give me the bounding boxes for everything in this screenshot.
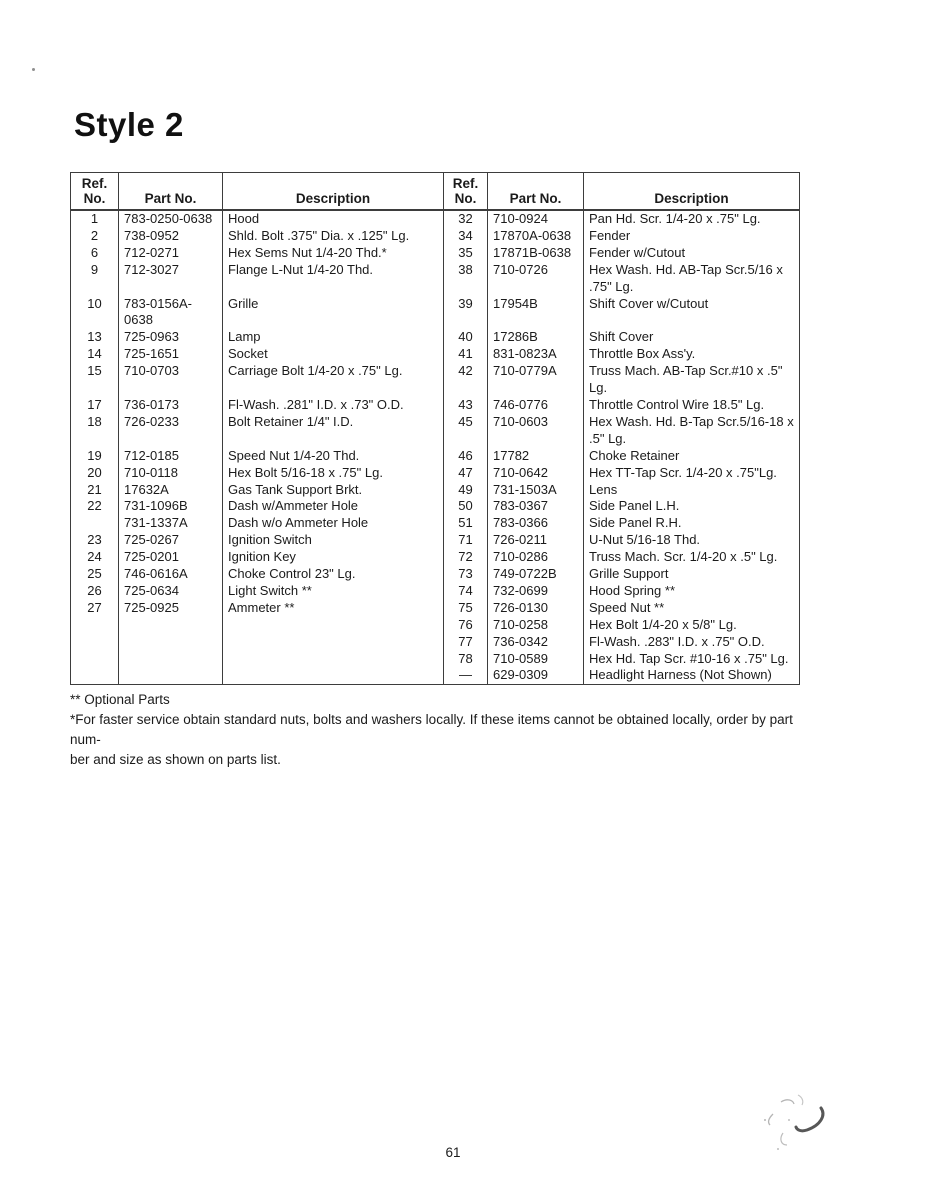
ref-no-cell: 74 xyxy=(444,583,488,600)
table-row xyxy=(71,515,800,532)
part-no-cell: 783-0156A- xyxy=(119,296,223,313)
part-no-cell: 746-0616A xyxy=(119,566,223,583)
description-cell: Ammeter ** xyxy=(223,600,444,617)
description-cell: U-Nut 5/16-18 Thd. xyxy=(584,532,800,549)
part-no-cell: 738-0952 xyxy=(119,228,223,245)
description-cell: Ignition Key xyxy=(223,549,444,566)
part-no-cell: 710-0258 xyxy=(488,617,584,634)
description-cell: Speed Nut 1/4-20 Thd. xyxy=(223,448,444,465)
part-no-cell: 783-0250-0638 xyxy=(119,210,223,228)
description-cell: Light Switch ** xyxy=(223,583,444,600)
ref-no-cell xyxy=(444,312,488,329)
parts-table-body xyxy=(71,210,800,685)
scan-speck xyxy=(32,68,35,71)
part-no-cell: 726-0233 xyxy=(119,414,223,431)
table-row xyxy=(71,431,800,448)
table-row xyxy=(71,448,800,465)
description-header-left: Description xyxy=(223,173,444,211)
part-no-cell: 17632A xyxy=(119,482,223,499)
part-no-cell: 710-0642 xyxy=(488,465,584,482)
part-no-cell: 725-0267 xyxy=(119,532,223,549)
description-cell: Lens xyxy=(584,482,800,499)
table-row xyxy=(71,482,800,499)
description-cell: .5" Lg. xyxy=(584,431,800,448)
ref-no-cell: 73 xyxy=(444,566,488,583)
description-cell: Shift Cover w/Cutout xyxy=(584,296,800,313)
ref-no-cell: 15 xyxy=(71,363,119,380)
ref-no-cell: 21 xyxy=(71,482,119,499)
description-cell: Fender w/Cutout xyxy=(584,245,800,262)
ref-no-cell: 45 xyxy=(444,414,488,431)
parts-table-header xyxy=(71,173,800,211)
ref-no-cell: 42 xyxy=(444,363,488,380)
ref-no-cell: 10 xyxy=(71,296,119,313)
part-no-cell: 749-0722B xyxy=(488,566,584,583)
ref-header-line2: No. xyxy=(454,191,477,206)
ref-no-cell: 24 xyxy=(71,549,119,566)
ref-no-cell: 6 xyxy=(71,245,119,262)
table-row xyxy=(71,634,800,651)
description-cell: Throttle Control Wire 18.5" Lg. xyxy=(584,397,800,414)
part-no-cell: 736-0173 xyxy=(119,397,223,414)
description-cell: Fl-Wash. .281" I.D. x .73" O.D. xyxy=(223,397,444,414)
ref-no-cell: 34 xyxy=(444,228,488,245)
part-no-cell xyxy=(119,279,223,296)
ref-no-cell xyxy=(71,617,119,634)
table-row xyxy=(71,279,800,296)
ref-no-header-right xyxy=(444,173,488,211)
part-no-cell: 710-0924 xyxy=(488,210,584,228)
description-cell: Choke Retainer xyxy=(584,448,800,465)
description-cell: Socket xyxy=(223,346,444,363)
part-no-cell xyxy=(488,312,584,329)
description-cell: Speed Nut ** xyxy=(584,600,800,617)
table-row xyxy=(71,600,800,617)
description-cell xyxy=(223,431,444,448)
table-row xyxy=(71,210,800,228)
description-cell: Headlight Harness (Not Shown) xyxy=(584,667,800,684)
part-no-cell xyxy=(119,431,223,448)
part-no-cell: 736-0342 xyxy=(488,634,584,651)
description-cell: Hex Hd. Tap Scr. #10-16 x .75" Lg. xyxy=(584,651,800,668)
part-no-cell xyxy=(119,667,223,684)
description-cell xyxy=(223,617,444,634)
ref-no-cell: 71 xyxy=(444,532,488,549)
table-row xyxy=(71,380,800,397)
ref-no-cell xyxy=(444,431,488,448)
table-row xyxy=(71,498,800,515)
description-cell: Ignition Switch xyxy=(223,532,444,549)
part-no-cell: 710-0118 xyxy=(119,465,223,482)
part-no-cell: 710-0779A xyxy=(488,363,584,380)
ref-no-cell: 17 xyxy=(71,397,119,414)
part-no-cell: 710-0286 xyxy=(488,549,584,566)
part-no-header-left: Part No. xyxy=(119,173,223,211)
description-cell: Hex TT-Tap Scr. 1/4-20 x .75"Lg. xyxy=(584,465,800,482)
footnote-service-line2: ber and size as shown on parts list. xyxy=(70,752,281,767)
table-row xyxy=(71,228,800,245)
part-no-cell: 783-0366 xyxy=(488,515,584,532)
table-row xyxy=(71,532,800,549)
footnote-service-line1: *For faster service obtain standard nuts, bolts and washers locally. If these items cannot be obtained locally, order by part num- xyxy=(70,712,793,747)
footnote-optional-parts: ** Optional Parts xyxy=(70,692,170,707)
description-cell: Dash w/o Ammeter Hole xyxy=(223,515,444,532)
part-no-cell: 726-0130 xyxy=(488,600,584,617)
description-cell: Hood Spring ** xyxy=(584,583,800,600)
description-cell xyxy=(223,312,444,329)
ref-no-cell: 46 xyxy=(444,448,488,465)
ref-no-cell xyxy=(444,380,488,397)
table-row xyxy=(71,312,800,329)
part-no-cell: 712-0271 xyxy=(119,245,223,262)
description-cell: Fender xyxy=(584,228,800,245)
ref-no-cell: 41 xyxy=(444,346,488,363)
part-no-cell: 0638 xyxy=(119,312,223,329)
ref-no-cell: 77 xyxy=(444,634,488,651)
handwritten-scribble xyxy=(753,1092,845,1177)
ref-no-cell xyxy=(71,380,119,397)
table-row xyxy=(71,296,800,313)
ref-no-cell: 75 xyxy=(444,600,488,617)
description-cell: Grille Support xyxy=(584,566,800,583)
ref-no-cell: 9 xyxy=(71,262,119,279)
ref-header-line1: Ref. xyxy=(452,176,479,191)
part-no-cell: 731-1503A xyxy=(488,482,584,499)
part-no-header-right: Part No. xyxy=(488,173,584,211)
table-row xyxy=(71,465,800,482)
description-cell: Lg. xyxy=(584,380,800,397)
ref-no-cell: 35 xyxy=(444,245,488,262)
description-cell: Throttle Box Ass'y. xyxy=(584,346,800,363)
ref-no-cell: 23 xyxy=(71,532,119,549)
ref-no-cell: 26 xyxy=(71,583,119,600)
part-no-cell xyxy=(488,279,584,296)
part-no-cell xyxy=(488,380,584,397)
part-no-cell: 726-0211 xyxy=(488,532,584,549)
ref-no-cell xyxy=(444,279,488,296)
part-no-cell: 732-0699 xyxy=(488,583,584,600)
parts-table xyxy=(70,172,800,685)
part-no-cell: 712-0185 xyxy=(119,448,223,465)
part-no-cell: 710-0589 xyxy=(488,651,584,668)
description-cell: Lamp xyxy=(223,329,444,346)
part-no-cell: 17954B xyxy=(488,296,584,313)
ref-no-cell: 43 xyxy=(444,397,488,414)
part-no-cell xyxy=(119,634,223,651)
part-no-cell: 17782 xyxy=(488,448,584,465)
description-cell: Pan Hd. Scr. 1/4-20 x .75" Lg. xyxy=(584,210,800,228)
description-cell: Truss Mach. AB-Tap Scr.#10 x .5" xyxy=(584,363,800,380)
header-row xyxy=(71,173,800,211)
description-cell: .75" Lg. xyxy=(584,279,800,296)
part-no-cell: 710-0703 xyxy=(119,363,223,380)
ref-no-cell: 32 xyxy=(444,210,488,228)
description-cell xyxy=(223,667,444,684)
part-no-cell: 783-0367 xyxy=(488,498,584,515)
part-no-cell xyxy=(488,431,584,448)
description-cell: Carriage Bolt 1/4-20 x .75" Lg. xyxy=(223,363,444,380)
ref-header-line1: Ref. xyxy=(81,176,108,191)
description-cell: Hood xyxy=(223,210,444,228)
description-cell xyxy=(223,651,444,668)
table-row xyxy=(71,566,800,583)
description-header-right: Description xyxy=(584,173,800,211)
ref-no-cell: 1 xyxy=(71,210,119,228)
ref-no-cell xyxy=(71,667,119,684)
part-no-cell: 831-0823A xyxy=(488,346,584,363)
ref-no-cell: 38 xyxy=(444,262,488,279)
ref-no-cell: 13 xyxy=(71,329,119,346)
part-no-cell: 725-0634 xyxy=(119,583,223,600)
table-row xyxy=(71,651,800,668)
table-row xyxy=(71,346,800,363)
ref-no-cell xyxy=(71,312,119,329)
description-cell: Shift Cover xyxy=(584,329,800,346)
description-cell: Truss Mach. Scr. 1/4-20 x .5" Lg. xyxy=(584,549,800,566)
description-cell: Choke Control 23" Lg. xyxy=(223,566,444,583)
part-no-cell xyxy=(119,380,223,397)
ref-no-header-left xyxy=(71,173,119,211)
ref-no-cell xyxy=(71,634,119,651)
ref-no-cell: 2 xyxy=(71,228,119,245)
ref-no-cell: 27 xyxy=(71,600,119,617)
ref-no-cell: 39 xyxy=(444,296,488,313)
part-no-cell: 725-0925 xyxy=(119,600,223,617)
ref-no-cell xyxy=(71,651,119,668)
table-row xyxy=(71,617,800,634)
table-row xyxy=(71,329,800,346)
footnotes xyxy=(70,690,820,770)
part-no-cell: 725-1651 xyxy=(119,346,223,363)
ref-no-cell: 72 xyxy=(444,549,488,566)
ref-no-cell: 51 xyxy=(444,515,488,532)
ref-no-cell: 40 xyxy=(444,329,488,346)
description-cell: Grille xyxy=(223,296,444,313)
description-cell: Hex Bolt 1/4-20 x 5/8" Lg. xyxy=(584,617,800,634)
description-cell xyxy=(223,380,444,397)
ref-no-cell xyxy=(71,279,119,296)
ref-no-cell: 76 xyxy=(444,617,488,634)
description-cell: Hex Sems Nut 1/4-20 Thd.* xyxy=(223,245,444,262)
page-number: 61 xyxy=(445,1145,461,1160)
part-no-cell: 731-1096B xyxy=(119,498,223,515)
ref-no-cell: 18 xyxy=(71,414,119,431)
ref-no-cell: 14 xyxy=(71,346,119,363)
description-cell: Hex Wash. Hd. B-Tap Scr.5/16-18 x xyxy=(584,414,800,431)
description-cell: Side Panel L.H. xyxy=(584,498,800,515)
ref-no-cell: 20 xyxy=(71,465,119,482)
description-cell: Hex Wash. Hd. AB-Tap Scr.5/16 x xyxy=(584,262,800,279)
part-no-cell: 746-0776 xyxy=(488,397,584,414)
description-cell: Bolt Retainer 1/4" I.D. xyxy=(223,414,444,431)
description-cell xyxy=(584,312,800,329)
description-cell: Hex Bolt 5/16-18 x .75" Lg. xyxy=(223,465,444,482)
description-cell xyxy=(223,279,444,296)
table-row xyxy=(71,363,800,380)
part-no-cell: 17870A-0638 xyxy=(488,228,584,245)
part-no-cell: 725-0201 xyxy=(119,549,223,566)
description-cell: Fl-Wash. .283" I.D. x .75" O.D. xyxy=(584,634,800,651)
table-row xyxy=(71,414,800,431)
part-no-cell: 731-1337A xyxy=(119,515,223,532)
part-no-cell: 17286B xyxy=(488,329,584,346)
description-cell xyxy=(223,634,444,651)
table-row xyxy=(71,397,800,414)
ref-no-cell: — xyxy=(444,667,488,684)
ref-no-cell: 47 xyxy=(444,465,488,482)
ref-no-cell: 78 xyxy=(444,651,488,668)
part-no-cell: 17871B-0638 xyxy=(488,245,584,262)
ref-no-cell: 25 xyxy=(71,566,119,583)
table-row xyxy=(71,667,800,684)
ref-no-cell: 22 xyxy=(71,498,119,515)
description-cell: Side Panel R.H. xyxy=(584,515,800,532)
table-row xyxy=(71,245,800,262)
part-no-cell: 712-3027 xyxy=(119,262,223,279)
table-row xyxy=(71,583,800,600)
ref-no-cell xyxy=(71,431,119,448)
part-no-cell: 710-0603 xyxy=(488,414,584,431)
ref-no-cell: 49 xyxy=(444,482,488,499)
table-row xyxy=(71,262,800,279)
table-row xyxy=(71,549,800,566)
part-no-cell: 629-0309 xyxy=(488,667,584,684)
part-no-cell xyxy=(119,651,223,668)
page-title: Style 2 xyxy=(74,106,184,144)
ref-no-cell xyxy=(71,515,119,532)
ref-no-cell: 50 xyxy=(444,498,488,515)
description-cell: Shld. Bolt .375" Dia. x .125" Lg. xyxy=(223,228,444,245)
description-cell: Dash w/Ammeter Hole xyxy=(223,498,444,515)
description-cell: Gas Tank Support Brkt. xyxy=(223,482,444,499)
description-cell: Flange L-Nut 1/4-20 Thd. xyxy=(223,262,444,279)
ref-header-line2: No. xyxy=(83,191,106,206)
ref-no-cell: 19 xyxy=(71,448,119,465)
part-no-cell: 725-0963 xyxy=(119,329,223,346)
part-no-cell: 710-0726 xyxy=(488,262,584,279)
part-no-cell xyxy=(119,617,223,634)
